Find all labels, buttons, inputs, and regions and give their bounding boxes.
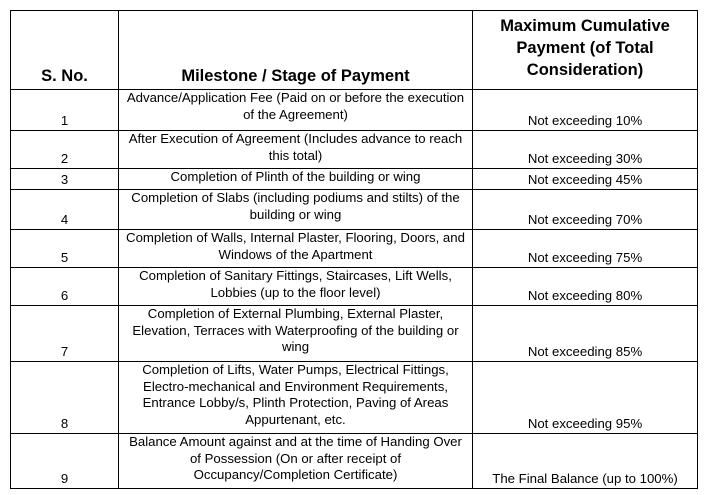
table-row: [11, 306, 698, 362]
row-payment: The Final Balance (up to 100%): [473, 434, 698, 489]
row-payment: Not exceeding 80%: [473, 268, 698, 306]
row-milestone: Advance/Application Fee (Paid on or before the execution of the Agreement): [119, 90, 473, 131]
row-sno: 6: [11, 268, 119, 306]
table-row: [11, 434, 698, 489]
row-sno: 9: [11, 434, 119, 489]
table-row: [11, 131, 698, 169]
header-row: [11, 11, 698, 90]
row-milestone: Balance Amount against and at the time of Handing Over of Possession (On or after receipt of Occupancy/Completion Certificate): [119, 434, 473, 489]
table-row: [11, 190, 698, 230]
table-row: [11, 268, 698, 306]
row-milestone: After Execution of Agreement (Includes advance to reach this total): [119, 131, 473, 169]
row-milestone: Completion of Slabs (including podiums and stilts) of the building or wing: [119, 190, 473, 230]
table-row: [11, 90, 698, 131]
row-sno: 7: [11, 306, 119, 362]
row-sno: 1: [11, 90, 119, 131]
row-payment: Not exceeding 10%: [473, 90, 698, 131]
table-row: [11, 362, 698, 434]
row-payment: Not exceeding 85%: [473, 306, 698, 362]
header-milestone: Milestone / Stage of Payment: [119, 11, 473, 90]
header-sno: S. No.: [11, 11, 119, 90]
header-payment: Maximum Cumulative Payment (of Total Consideration): [473, 11, 698, 90]
row-payment: Not exceeding 70%: [473, 190, 698, 230]
payment-schedule-table: [10, 10, 698, 489]
row-payment: Not exceeding 30%: [473, 131, 698, 169]
row-milestone: Completion of Lifts, Water Pumps, Electrical Fittings, Electro-mechanical and Environment Requirements, Entrance Lobby/s, Plinth Protection, Paving of Areas Appurtenant, etc.: [119, 362, 473, 434]
row-payment: Not exceeding 75%: [473, 230, 698, 268]
table-row: [11, 230, 698, 268]
row-payment: Not exceeding 45%: [473, 169, 698, 190]
row-milestone: Completion of Walls, Internal Plaster, Flooring, Doors, and Windows of the Apartment: [119, 230, 473, 268]
table-row: [11, 169, 698, 190]
row-sno: 3: [11, 169, 119, 190]
row-sno: 5: [11, 230, 119, 268]
row-milestone: Completion of External Plumbing, External Plaster, Elevation, Terraces with Waterproofing of the building or wing: [119, 306, 473, 362]
row-sno: 4: [11, 190, 119, 230]
row-milestone: Completion of Plinth of the building or wing: [119, 169, 473, 190]
row-milestone: Completion of Sanitary Fittings, Staircases, Lift Wells, Lobbies (up to the floor level): [119, 268, 473, 306]
payment-schedule-container: [10, 10, 698, 489]
row-sno: 8: [11, 362, 119, 434]
row-sno: 2: [11, 131, 119, 169]
row-payment: Not exceeding 95%: [473, 362, 698, 434]
